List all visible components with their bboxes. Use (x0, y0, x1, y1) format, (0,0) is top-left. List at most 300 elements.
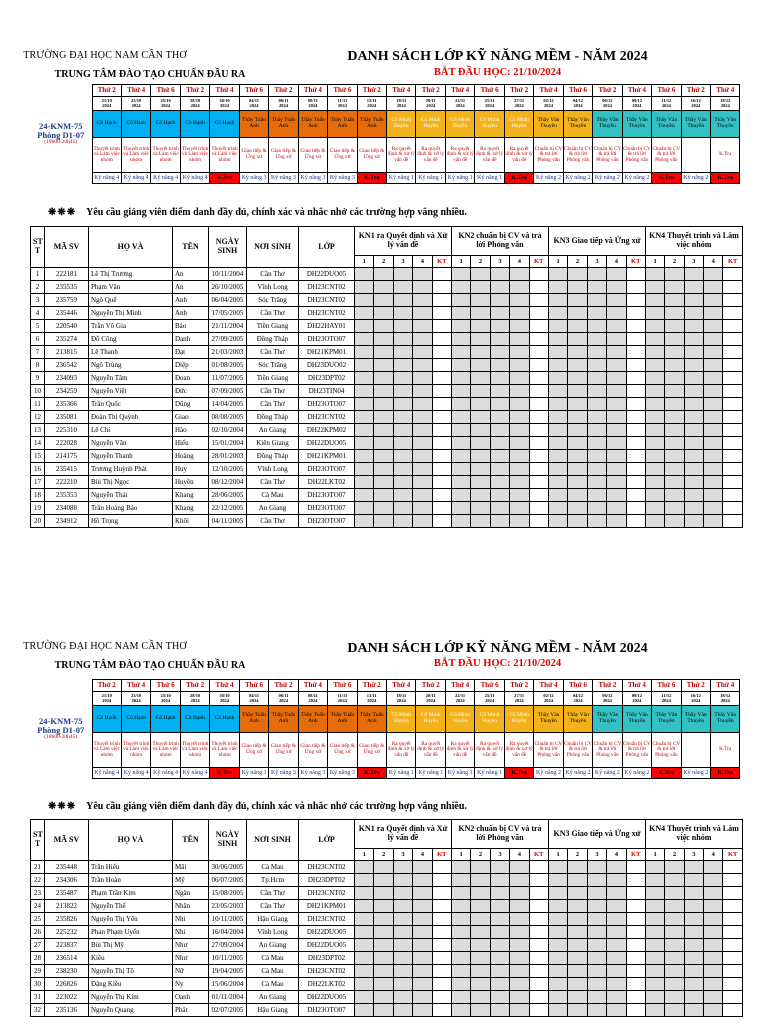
attendance-cell[interactable] (510, 411, 529, 424)
attendance-cell[interactable] (548, 887, 567, 900)
attendance-cell[interactable] (355, 476, 374, 489)
test-score-cell[interactable] (432, 437, 451, 450)
attendance-cell[interactable] (645, 991, 664, 1004)
attendance-cell[interactable] (607, 268, 626, 281)
attendance-cell[interactable] (568, 515, 587, 528)
attendance-cell[interactable] (587, 887, 606, 900)
attendance-cell[interactable] (607, 939, 626, 952)
test-score-cell[interactable] (529, 463, 548, 476)
attendance-cell[interactable] (451, 294, 470, 307)
attendance-cell[interactable] (393, 281, 412, 294)
attendance-cell[interactable] (645, 489, 664, 502)
attendance-cell[interactable] (684, 1004, 703, 1017)
attendance-cell[interactable] (471, 489, 490, 502)
attendance-cell[interactable] (645, 476, 664, 489)
attendance-cell[interactable] (490, 952, 509, 965)
attendance-cell[interactable] (548, 268, 567, 281)
attendance-cell[interactable] (568, 978, 587, 991)
attendance-cell[interactable] (548, 515, 567, 528)
attendance-cell[interactable] (645, 952, 664, 965)
attendance-cell[interactable] (684, 952, 703, 965)
attendance-cell[interactable] (587, 900, 606, 913)
attendance-cell[interactable] (645, 372, 664, 385)
test-score-cell[interactable] (723, 333, 742, 346)
test-score-cell[interactable] (529, 887, 548, 900)
attendance-cell[interactable] (393, 515, 412, 528)
attendance-cell[interactable] (704, 991, 723, 1004)
test-score-cell[interactable] (432, 1004, 451, 1017)
test-score-cell[interactable] (723, 887, 742, 900)
attendance-cell[interactable] (471, 1004, 490, 1017)
attendance-cell[interactable] (684, 913, 703, 926)
attendance-cell[interactable] (568, 398, 587, 411)
attendance-cell[interactable] (684, 398, 703, 411)
attendance-cell[interactable] (548, 965, 567, 978)
attendance-cell[interactable] (704, 463, 723, 476)
attendance-cell[interactable] (451, 437, 470, 450)
attendance-cell[interactable] (374, 476, 393, 489)
attendance-cell[interactable] (684, 424, 703, 437)
attendance-cell[interactable] (510, 900, 529, 913)
test-score-cell[interactable] (723, 424, 742, 437)
attendance-cell[interactable] (471, 502, 490, 515)
attendance-cell[interactable] (684, 991, 703, 1004)
attendance-cell[interactable] (645, 515, 664, 528)
attendance-cell[interactable] (413, 372, 432, 385)
test-score-cell[interactable] (432, 900, 451, 913)
attendance-cell[interactable] (374, 398, 393, 411)
attendance-cell[interactable] (374, 333, 393, 346)
attendance-cell[interactable] (548, 359, 567, 372)
attendance-cell[interactable] (587, 913, 606, 926)
attendance-cell[interactable] (607, 978, 626, 991)
attendance-cell[interactable] (451, 913, 470, 926)
attendance-cell[interactable] (607, 900, 626, 913)
test-score-cell[interactable] (529, 385, 548, 398)
attendance-cell[interactable] (355, 307, 374, 320)
test-score-cell[interactable] (723, 502, 742, 515)
attendance-cell[interactable] (451, 874, 470, 887)
test-score-cell[interactable] (432, 515, 451, 528)
attendance-cell[interactable] (568, 372, 587, 385)
test-score-cell[interactable] (432, 463, 451, 476)
test-score-cell[interactable] (529, 1004, 548, 1017)
attendance-cell[interactable] (510, 978, 529, 991)
attendance-cell[interactable] (490, 887, 509, 900)
test-score-cell[interactable] (723, 991, 742, 1004)
test-score-cell[interactable] (529, 398, 548, 411)
test-score-cell[interactable] (529, 489, 548, 502)
attendance-cell[interactable] (510, 515, 529, 528)
attendance-cell[interactable] (393, 320, 412, 333)
attendance-cell[interactable] (587, 463, 606, 476)
attendance-cell[interactable] (684, 307, 703, 320)
attendance-cell[interactable] (607, 991, 626, 1004)
attendance-cell[interactable] (471, 965, 490, 978)
attendance-cell[interactable] (510, 450, 529, 463)
attendance-cell[interactable] (548, 463, 567, 476)
attendance-cell[interactable] (548, 450, 567, 463)
attendance-cell[interactable] (665, 861, 684, 874)
attendance-cell[interactable] (645, 978, 664, 991)
test-score-cell[interactable] (432, 476, 451, 489)
attendance-cell[interactable] (374, 926, 393, 939)
attendance-cell[interactable] (374, 307, 393, 320)
attendance-cell[interactable] (490, 333, 509, 346)
attendance-cell[interactable] (510, 294, 529, 307)
test-score-cell[interactable] (432, 281, 451, 294)
attendance-cell[interactable] (393, 502, 412, 515)
attendance-cell[interactable] (665, 913, 684, 926)
attendance-cell[interactable] (355, 991, 374, 1004)
attendance-cell[interactable] (471, 991, 490, 1004)
attendance-cell[interactable] (607, 359, 626, 372)
attendance-cell[interactable] (587, 502, 606, 515)
attendance-cell[interactable] (451, 463, 470, 476)
test-score-cell[interactable] (626, 411, 645, 424)
test-score-cell[interactable] (432, 359, 451, 372)
attendance-cell[interactable] (510, 939, 529, 952)
test-score-cell[interactable] (626, 939, 645, 952)
attendance-cell[interactable] (704, 450, 723, 463)
attendance-cell[interactable] (548, 424, 567, 437)
attendance-cell[interactable] (587, 411, 606, 424)
attendance-cell[interactable] (645, 281, 664, 294)
attendance-cell[interactable] (490, 372, 509, 385)
attendance-cell[interactable] (704, 372, 723, 385)
attendance-cell[interactable] (413, 281, 432, 294)
attendance-cell[interactable] (587, 398, 606, 411)
attendance-cell[interactable] (374, 965, 393, 978)
attendance-cell[interactable] (510, 476, 529, 489)
attendance-cell[interactable] (548, 926, 567, 939)
attendance-cell[interactable] (413, 926, 432, 939)
attendance-cell[interactable] (568, 463, 587, 476)
attendance-cell[interactable] (413, 320, 432, 333)
attendance-cell[interactable] (490, 307, 509, 320)
attendance-cell[interactable] (413, 268, 432, 281)
test-score-cell[interactable] (626, 476, 645, 489)
attendance-cell[interactable] (665, 398, 684, 411)
attendance-cell[interactable] (393, 333, 412, 346)
attendance-cell[interactable] (645, 307, 664, 320)
attendance-cell[interactable] (665, 424, 684, 437)
attendance-cell[interactable] (393, 385, 412, 398)
attendance-cell[interactable] (704, 926, 723, 939)
attendance-cell[interactable] (587, 450, 606, 463)
attendance-cell[interactable] (471, 476, 490, 489)
attendance-cell[interactable] (568, 333, 587, 346)
attendance-cell[interactable] (510, 913, 529, 926)
attendance-cell[interactable] (684, 463, 703, 476)
attendance-cell[interactable] (355, 952, 374, 965)
test-score-cell[interactable] (723, 437, 742, 450)
attendance-cell[interactable] (471, 385, 490, 398)
attendance-cell[interactable] (568, 424, 587, 437)
attendance-cell[interactable] (568, 952, 587, 965)
attendance-cell[interactable] (490, 450, 509, 463)
attendance-cell[interactable] (374, 346, 393, 359)
attendance-cell[interactable] (374, 887, 393, 900)
attendance-cell[interactable] (393, 424, 412, 437)
attendance-cell[interactable] (684, 939, 703, 952)
attendance-cell[interactable] (451, 385, 470, 398)
attendance-cell[interactable] (393, 411, 412, 424)
attendance-cell[interactable] (665, 991, 684, 1004)
attendance-cell[interactable] (471, 900, 490, 913)
test-score-cell[interactable] (626, 333, 645, 346)
attendance-cell[interactable] (451, 398, 470, 411)
attendance-cell[interactable] (374, 372, 393, 385)
attendance-cell[interactable] (568, 281, 587, 294)
attendance-cell[interactable] (587, 385, 606, 398)
attendance-cell[interactable] (607, 861, 626, 874)
attendance-cell[interactable] (645, 874, 664, 887)
attendance-cell[interactable] (471, 294, 490, 307)
test-score-cell[interactable] (626, 502, 645, 515)
test-score-cell[interactable] (626, 385, 645, 398)
attendance-cell[interactable] (413, 385, 432, 398)
attendance-cell[interactable] (548, 294, 567, 307)
attendance-cell[interactable] (607, 874, 626, 887)
test-score-cell[interactable] (432, 978, 451, 991)
test-score-cell[interactable] (529, 978, 548, 991)
attendance-cell[interactable] (374, 424, 393, 437)
attendance-cell[interactable] (393, 372, 412, 385)
test-score-cell[interactable] (626, 307, 645, 320)
attendance-cell[interactable] (355, 268, 374, 281)
attendance-cell[interactable] (510, 463, 529, 476)
attendance-cell[interactable] (665, 281, 684, 294)
attendance-cell[interactable] (665, 489, 684, 502)
attendance-cell[interactable] (413, 307, 432, 320)
test-score-cell[interactable] (626, 952, 645, 965)
attendance-cell[interactable] (704, 952, 723, 965)
attendance-cell[interactable] (490, 874, 509, 887)
attendance-cell[interactable] (568, 1004, 587, 1017)
attendance-cell[interactable] (607, 307, 626, 320)
attendance-cell[interactable] (548, 874, 567, 887)
attendance-cell[interactable] (568, 926, 587, 939)
attendance-cell[interactable] (607, 926, 626, 939)
attendance-cell[interactable] (548, 320, 567, 333)
attendance-cell[interactable] (548, 900, 567, 913)
test-score-cell[interactable] (723, 398, 742, 411)
attendance-cell[interactable] (355, 489, 374, 502)
test-score-cell[interactable] (626, 874, 645, 887)
attendance-cell[interactable] (704, 900, 723, 913)
attendance-cell[interactable] (704, 333, 723, 346)
test-score-cell[interactable] (529, 476, 548, 489)
test-score-cell[interactable] (529, 926, 548, 939)
attendance-cell[interactable] (684, 385, 703, 398)
attendance-cell[interactable] (665, 450, 684, 463)
attendance-cell[interactable] (451, 489, 470, 502)
attendance-cell[interactable] (413, 437, 432, 450)
attendance-cell[interactable] (355, 385, 374, 398)
attendance-cell[interactable] (471, 437, 490, 450)
attendance-cell[interactable] (490, 398, 509, 411)
attendance-cell[interactable] (684, 887, 703, 900)
attendance-cell[interactable] (548, 502, 567, 515)
attendance-cell[interactable] (568, 411, 587, 424)
attendance-cell[interactable] (355, 887, 374, 900)
attendance-cell[interactable] (704, 913, 723, 926)
test-score-cell[interactable] (626, 489, 645, 502)
attendance-cell[interactable] (471, 450, 490, 463)
attendance-cell[interactable] (704, 411, 723, 424)
attendance-cell[interactable] (548, 385, 567, 398)
attendance-cell[interactable] (607, 437, 626, 450)
attendance-cell[interactable] (684, 268, 703, 281)
attendance-cell[interactable] (451, 887, 470, 900)
attendance-cell[interactable] (607, 398, 626, 411)
attendance-cell[interactable] (704, 437, 723, 450)
test-score-cell[interactable] (723, 515, 742, 528)
attendance-cell[interactable] (607, 952, 626, 965)
attendance-cell[interactable] (568, 913, 587, 926)
attendance-cell[interactable] (548, 346, 567, 359)
attendance-cell[interactable] (607, 965, 626, 978)
attendance-cell[interactable] (374, 991, 393, 1004)
test-score-cell[interactable] (529, 861, 548, 874)
attendance-cell[interactable] (451, 861, 470, 874)
attendance-cell[interactable] (413, 978, 432, 991)
attendance-cell[interactable] (607, 463, 626, 476)
attendance-cell[interactable] (587, 489, 606, 502)
test-score-cell[interactable] (723, 939, 742, 952)
test-score-cell[interactable] (723, 926, 742, 939)
attendance-cell[interactable] (471, 926, 490, 939)
attendance-cell[interactable] (471, 268, 490, 281)
attendance-cell[interactable] (374, 385, 393, 398)
attendance-cell[interactable] (451, 372, 470, 385)
attendance-cell[interactable] (548, 952, 567, 965)
attendance-cell[interactable] (607, 385, 626, 398)
test-score-cell[interactable] (432, 939, 451, 952)
attendance-cell[interactable] (393, 268, 412, 281)
attendance-cell[interactable] (374, 437, 393, 450)
attendance-cell[interactable] (665, 333, 684, 346)
attendance-cell[interactable] (355, 1004, 374, 1017)
test-score-cell[interactable] (626, 320, 645, 333)
attendance-cell[interactable] (393, 346, 412, 359)
attendance-cell[interactable] (684, 515, 703, 528)
test-score-cell[interactable] (432, 346, 451, 359)
attendance-cell[interactable] (587, 372, 606, 385)
attendance-cell[interactable] (704, 476, 723, 489)
attendance-cell[interactable] (510, 268, 529, 281)
attendance-cell[interactable] (548, 437, 567, 450)
attendance-cell[interactable] (374, 320, 393, 333)
attendance-cell[interactable] (393, 861, 412, 874)
attendance-cell[interactable] (471, 372, 490, 385)
test-score-cell[interactable] (432, 294, 451, 307)
attendance-cell[interactable] (568, 887, 587, 900)
attendance-cell[interactable] (510, 307, 529, 320)
attendance-cell[interactable] (374, 861, 393, 874)
attendance-cell[interactable] (374, 411, 393, 424)
attendance-cell[interactable] (665, 965, 684, 978)
attendance-cell[interactable] (490, 861, 509, 874)
attendance-cell[interactable] (490, 385, 509, 398)
attendance-cell[interactable] (607, 333, 626, 346)
attendance-cell[interactable] (665, 502, 684, 515)
test-score-cell[interactable] (723, 372, 742, 385)
attendance-cell[interactable] (393, 307, 412, 320)
attendance-cell[interactable] (355, 913, 374, 926)
attendance-cell[interactable] (374, 1004, 393, 1017)
attendance-cell[interactable] (374, 281, 393, 294)
test-score-cell[interactable] (529, 502, 548, 515)
attendance-cell[interactable] (451, 965, 470, 978)
attendance-cell[interactable] (645, 346, 664, 359)
attendance-cell[interactable] (413, 489, 432, 502)
attendance-cell[interactable] (490, 900, 509, 913)
attendance-cell[interactable] (587, 861, 606, 874)
attendance-cell[interactable] (665, 874, 684, 887)
attendance-cell[interactable] (393, 991, 412, 1004)
attendance-cell[interactable] (645, 887, 664, 900)
attendance-cell[interactable] (355, 926, 374, 939)
attendance-cell[interactable] (355, 502, 374, 515)
attendance-cell[interactable] (548, 939, 567, 952)
test-score-cell[interactable] (529, 913, 548, 926)
attendance-cell[interactable] (355, 450, 374, 463)
attendance-cell[interactable] (413, 502, 432, 515)
attendance-cell[interactable] (684, 294, 703, 307)
attendance-cell[interactable] (490, 437, 509, 450)
test-score-cell[interactable] (626, 294, 645, 307)
test-score-cell[interactable] (432, 913, 451, 926)
attendance-cell[interactable] (568, 346, 587, 359)
attendance-cell[interactable] (413, 515, 432, 528)
attendance-cell[interactable] (645, 424, 664, 437)
attendance-cell[interactable] (374, 939, 393, 952)
attendance-cell[interactable] (607, 281, 626, 294)
attendance-cell[interactable] (451, 281, 470, 294)
attendance-cell[interactable] (355, 978, 374, 991)
test-score-cell[interactable] (723, 1004, 742, 1017)
attendance-cell[interactable] (587, 978, 606, 991)
attendance-cell[interactable] (355, 437, 374, 450)
attendance-cell[interactable] (510, 320, 529, 333)
attendance-cell[interactable] (393, 952, 412, 965)
attendance-cell[interactable] (607, 913, 626, 926)
test-score-cell[interactable] (626, 450, 645, 463)
attendance-cell[interactable] (490, 939, 509, 952)
test-score-cell[interactable] (432, 450, 451, 463)
test-score-cell[interactable] (529, 874, 548, 887)
test-score-cell[interactable] (529, 424, 548, 437)
attendance-cell[interactable] (393, 939, 412, 952)
attendance-cell[interactable] (490, 991, 509, 1004)
attendance-cell[interactable] (451, 346, 470, 359)
attendance-cell[interactable] (490, 281, 509, 294)
test-score-cell[interactable] (626, 346, 645, 359)
test-score-cell[interactable] (432, 887, 451, 900)
test-score-cell[interactable] (432, 861, 451, 874)
attendance-cell[interactable] (451, 515, 470, 528)
attendance-cell[interactable] (587, 320, 606, 333)
test-score-cell[interactable] (529, 320, 548, 333)
test-score-cell[interactable] (626, 926, 645, 939)
attendance-cell[interactable] (607, 515, 626, 528)
test-score-cell[interactable] (723, 463, 742, 476)
attendance-cell[interactable] (490, 359, 509, 372)
attendance-cell[interactable] (548, 991, 567, 1004)
attendance-cell[interactable] (490, 515, 509, 528)
